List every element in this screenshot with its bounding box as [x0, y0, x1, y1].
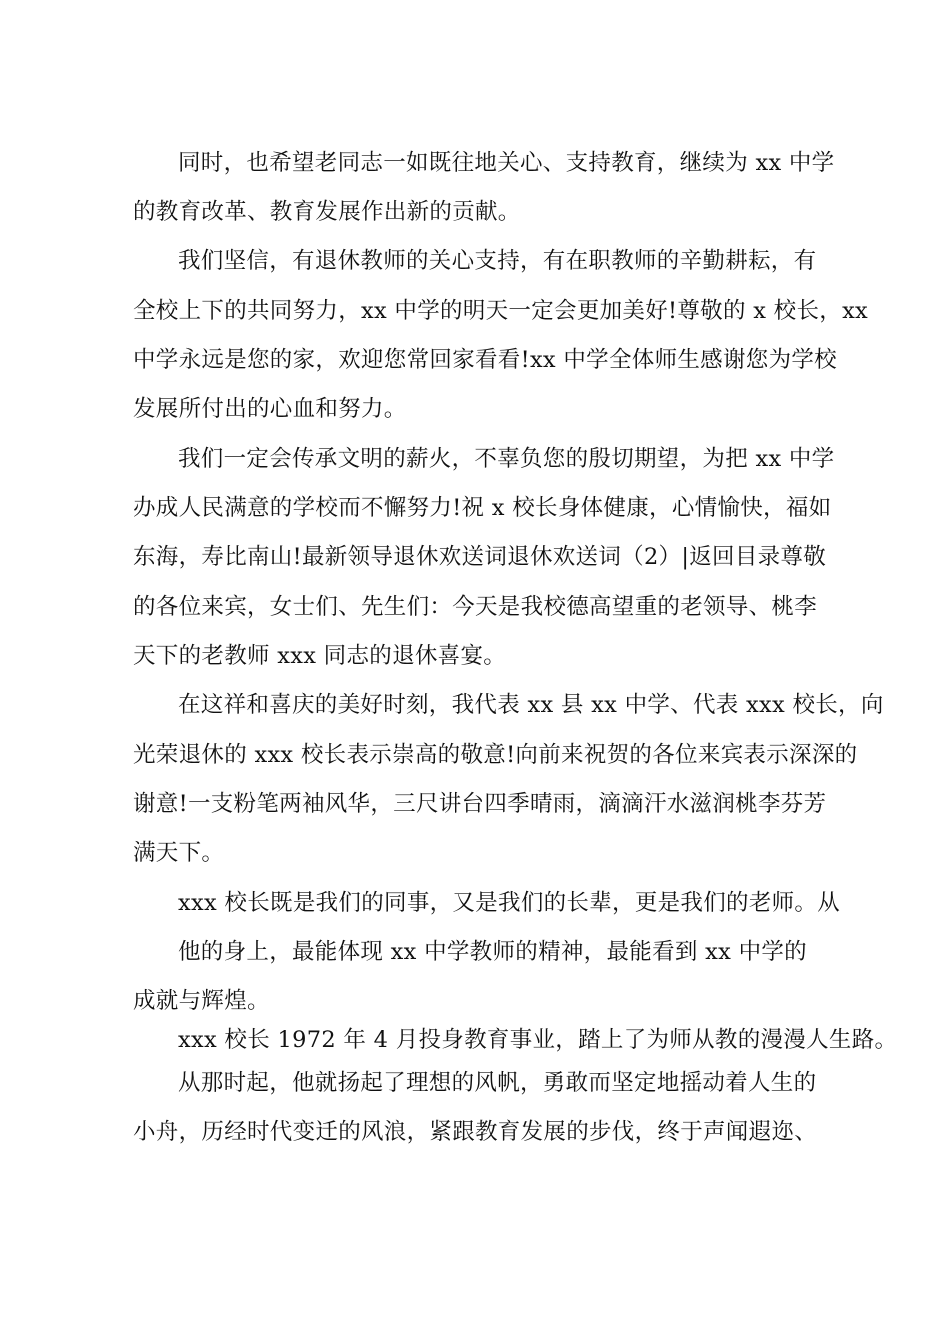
text-line: 天下的老教师 xxx 同志的退休喜宴。 — [133, 643, 507, 669]
text-line: 我们一定会传承文明的薪火，不辜负您的殷切期望，为把 xx 中学 — [178, 446, 835, 472]
text-line: 小舟，历经时代变迁的风浪，紧跟教育发展的步伐，终于声闻遐迩、 — [133, 1119, 818, 1145]
text-line: xxx 校长 1972 年 4 月投身教育事业，踏上了为师从教的漫漫人生路。 — [178, 1027, 898, 1053]
text-line: 满天下。 — [133, 840, 225, 866]
text-line: 从那时起，他就扬起了理想的风帆，勇敢而坚定地摇动着人生的 — [178, 1070, 817, 1096]
text-line: xxx 校长既是我们的同事，又是我们的长辈，更是我们的老师。从 — [178, 890, 841, 916]
text-line: 的教育改革、教育发展作出新的贡献。 — [133, 199, 521, 225]
text-line: 东海，寿比南山!最新领导退休欢送词退休欢送词（2）|返回目录尊敬 — [133, 544, 827, 570]
text-line: 光荣退休的 xxx 校长表示崇高的敬意!向前来祝贺的各位来宾表示深深的 — [133, 742, 858, 768]
text-line: 中学永远是您的家，欢迎您常回家看看!xx 中学全体师生感谢您为学校 — [133, 347, 837, 373]
text-line: 的各位来宾，女士们、先生们：今天是我校德高望重的老领导、桃李 — [133, 594, 818, 620]
text-line: 成就与辉煌。 — [133, 988, 270, 1014]
text-line: 他的身上，最能体现 xx 中学教师的精神，最能看到 xx 中学的 — [178, 939, 807, 965]
text-line: 同时，也希望老同志一如既往地关心、支持教育，继续为 xx 中学 — [178, 150, 835, 176]
text-line: 发展所付出的心血和努力。 — [133, 396, 407, 422]
text-line: 谢意!一支粉笔两袖风华，三尺讲台四季晴雨，滴滴汗水滋润桃李芬芳 — [133, 791, 827, 817]
text-line: 我们坚信，有退休教师的关心支持，有在职教师的辛勤耕耘，有 — [178, 248, 817, 274]
text-line: 办成人民满意的学校而不懈努力!祝 x 校长身体健康，心情愉快，福如 — [133, 495, 832, 521]
text-line: 在这祥和喜庆的美好时刻，我代表 xx 县 xx 中学、代表 xxx 校长，向 — [178, 692, 884, 718]
text-line: 全校上下的共同努力，xx 中学的明天一定会更加美好!尊敬的 x 校长，xx — [133, 298, 869, 324]
